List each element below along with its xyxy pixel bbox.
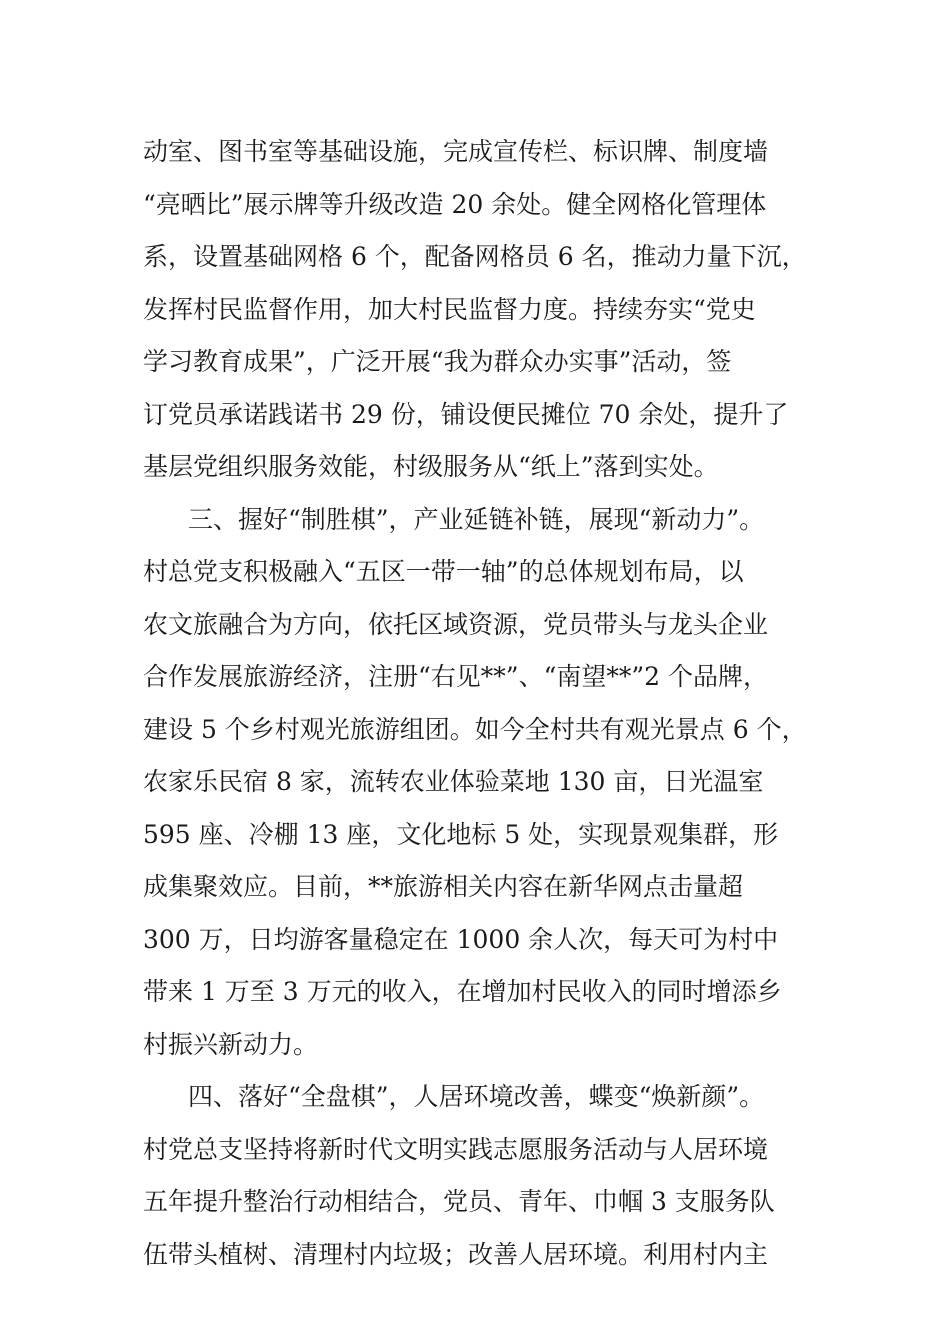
text-line: 村党总支坚持将新时代文明实践志愿服务活动与人居环境 [143,1134,769,1164]
text-line: 成集聚效应。目前，**旅游相关内容在新华网点击量超 [143,872,744,901]
text-line: “亮晒比”展示牌等升级改造 20 余处。健全网格化管理体 [143,189,767,219]
text-line: 学习教育成果”，广泛开展“我为群众办实事”活动，签 [143,347,732,376]
text-line: 合作发展旅游经济，注册“右见**”、“南望**”2 个品牌， [143,662,768,691]
text-line: 农文旅融合为方向，依托区域资源，党员带头与龙头企业 [143,609,769,639]
text-line: 动室、图书室等基础设施，完成宣传栏、标识牌、制度墙 [143,137,769,166]
section-heading-line: 三、握好“制胜棋”，产业延链补链，展现“新动力”。 [188,504,765,534]
text-line: 订党员承诺践诺书 29 份，铺设便民摊位 70 余处，提升了 [143,399,789,429]
text-line: 发挥村民监督作用，加大村民监督力度。持续夯实“党史 [143,294,756,324]
text-line: 伍带头植树、清理村内垃圾；改善人居环境。利用村内主 [143,1239,769,1269]
section-heading-line: 四、落好“全盘棋”，人居环境改善，蝶变“焕新颜”。 [188,1082,765,1111]
text-line: 村总党支积极融入“五区一带一轴”的总体规划布局，以 [143,557,744,586]
text-line: 基层党组织服务效能，村级服务从“纸上”落到实处。 [143,452,719,481]
text-line: 建设 5 个乡村观光旅游组团。如今全村共有观光景点 6 个， [143,714,807,744]
text-line: 595 座、冷棚 13 座，文化地标 5 处，实现景观集群，形 [143,819,779,849]
text-line: 带来 1 万至 3 万元的收入，在增加村民收入的同时增添乡 [143,977,782,1006]
text-line: 农家乐民宿 8 家，流转农业体验菜地 130 亩，日光温室 [143,767,764,796]
document-body [143,126,833,1281]
text-line: 系，设置基础网格 6 个，配备网格员 6 名，推动力量下沉， [143,242,807,271]
text-line: 五年提升整治行动相结合，党员、青年、巾帼 3 支服务队 [143,1187,775,1216]
text-line: 300 万，日均游客量稳定在 1000 余人次，每天可为村中 [143,924,779,954]
text-line: 村振兴新动力。 [143,1029,319,1059]
